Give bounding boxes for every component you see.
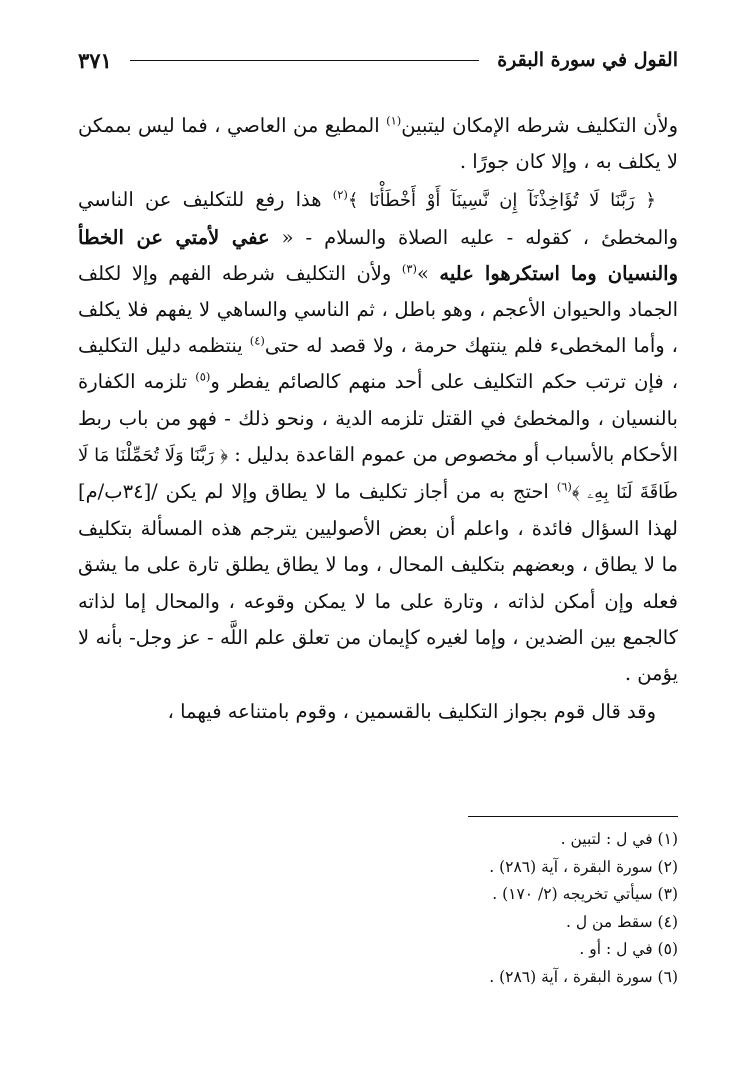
text-run: تلزمه الكفارة بالنسيان ، والمخطئ في القتل تلزمه الدية ، ونحو ذلك - فهو من باب ربط الأحكام بالأسباب أو مخصوص من عموم القاعدة بدليل : xyxy=(78,370,678,466)
header-rule xyxy=(130,60,479,61)
hadith-quote: عفي لأمتي عن الخطأ والنسيان وما استكرهوا عليه xyxy=(78,225,678,285)
text-run: المطيع من العاصي ، فما ليس بممكن لا يكلف به ، وإلا كان جورًا . xyxy=(78,114,678,174)
paragraph-1 xyxy=(78,108,678,180)
text-run: هذا رفع للتكليف عن الناسي والمخطئ ، كقوله - عليه الصلاة والسلام - « xyxy=(78,188,678,249)
quran-verse: ﴿ رَبَّنَا لَا تُؤَاخِذْنَآ إِن نَّسِينَآ أَوْ أَخْطَأْنَا ﴾ xyxy=(347,190,656,212)
footnotes xyxy=(138,826,678,992)
page-number: ٣٧١ xyxy=(78,47,112,73)
body-text xyxy=(78,108,678,730)
page-header xyxy=(78,40,678,80)
footnote-ref-5: (٥) xyxy=(195,369,211,384)
quran-verse: ﴿ رَبَّنَا وَلَا تُحَمِّلْنَا مَا لَا طَاقَةَ لَنَا بِهِۦ ﴾ xyxy=(78,444,678,504)
footnote-ref-2: (٢) xyxy=(332,187,348,202)
paragraph-3: وقد قال قوم بجواز التكليف بالقسمين ، وقوم بامتناعه فيهما ، xyxy=(167,700,656,724)
footnote-separator xyxy=(468,816,678,817)
footnote-ref-6: (٦) xyxy=(556,479,572,494)
footnote-ref-1: (١) xyxy=(386,113,402,128)
paragraph-2 xyxy=(78,182,678,692)
text-run: ينتظمه دليل التكليف ، فإن ترتب حكم التكليف على أحد منهم كالصائم يفطر و xyxy=(78,334,678,394)
footnote-4: (٤) سقط من ل . xyxy=(566,912,678,931)
footnote-5: (٥) في ل : أو . xyxy=(579,940,678,959)
running-title: القول في سورة البقرة xyxy=(497,49,678,71)
footnote-3: (٣) سيأتي تخريجه (٢/ ١٧٠) . xyxy=(492,885,678,904)
footnote-2: (٢) سورة البقرة ، آية (٢٨٦) . xyxy=(489,857,678,876)
text-run: ولأن التكليف شرطه الإمكان ليتبين xyxy=(401,114,678,137)
footnote-1: (١) في ل : لتبين . xyxy=(560,830,678,848)
text-run: » xyxy=(417,261,440,285)
text-run: احتج به من أجاز تكليف ما لا يطاق وإلا لم يكن /[٣٤ب/م] لهذا السؤال فائدة ، واعلم أن بعض الأصوليين يترجم هذه المسألة بتكليف ما لا يطاق ، وبعضهم بتكليف المحال ، وما لا يطاق يطلق تارة على ما يشق فعله وإن أمكن لذاته ، وتارة على ما لا يمكن وقوعه ، والمحال إما لذاته كالجمع بين الضدين ، وإما لغيره كإيمان من تعلق علم اللَّه - عز وجل- بأنه لا يؤمن . xyxy=(78,480,678,686)
footnote-ref-4: (٤) xyxy=(249,333,265,348)
footnote-6: (٦) سورة البقرة ، آية (٢٨٦) . xyxy=(489,967,678,986)
text-run: ولأن التكليف شرطه الفهم وإلا لكلف الجماد والحيوان الأعجم ، وهو باطل ، ثم الناسي والساهي لا يفهم فلا يكلف ، وأما المخطىء فلم ينتهك حرمة ، ولا قصد له حتى xyxy=(78,261,678,358)
footnote-ref-3: (٣) xyxy=(401,261,418,276)
